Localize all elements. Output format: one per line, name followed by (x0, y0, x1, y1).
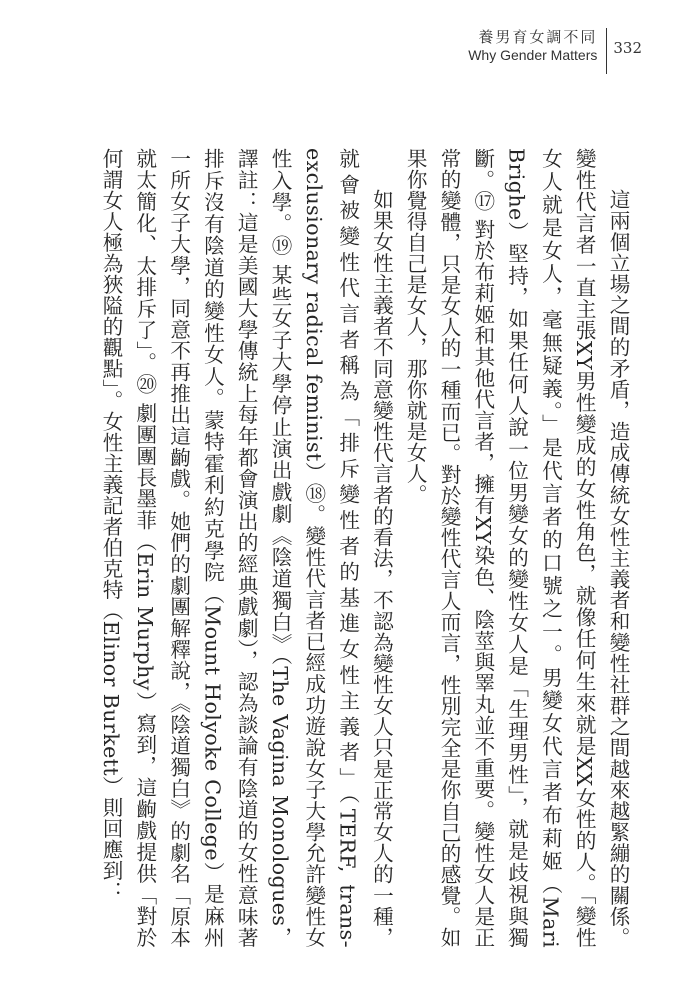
book-title: 養男育女調不同 (478, 28, 598, 46)
paragraph-1: 這兩個立場之間的矛盾，造成傳統女性主義者和變性社群之間越來越緊繃的關係。變性代言者一直主張XY男性變成的女性角色，就像任何生來就是XX女性的人。「變性女人就是女人，毫無疑義。」是代言者的口號之一。男變女代言者布莉姬（Mari Brighe）堅持，如果任何人說一位男變女的變性女人是「生理男性」，就是歧視與獨斷。⑰ 對於布莉姬和其他代言者，擁有XY染色、陰莖與睪丸並不重要。變性女人是正常的變體，只是女人的一種而已。對於變性代言人而言，性別完全是你自己的感覺。如果你覺得自己是女人，那你就是女人。 (403, 148, 630, 948)
page-number: 332 (613, 39, 642, 57)
paragraph-2: 如果女性主義者不同意變性代言者的看法，不認為變性女人只是正常女人的一種，就會被變性代言者稱為「排斥變性者的基進女性主義者」（TERF, trans-exclusionary radical feminist）⑱。變性代言者已經成功遊說女子大學允許變性女性入學。⑲ 某些女子大學停止演出戲劇《陰道獨白》（The Vagina Monologues，譯註：這是美國大學傳統上每年都會演出的經典戲劇），認為談論有陰道的女性意味著排斥沒有陰道的變性女人。蒙特霍利約克學院（Mount Holyoke College）是麻州一所女子大學，同意不再推出這齣戲。她們的劇團解釋說，《陰道獨白》的劇名「原本就太簡化、太排斥了」。⑳ 劇團團長墨菲（Erin Murphy）寫到，這齣戲提供「對於何謂女人極為狹隘的觀點」。女性主義記者伯克特（Elinor Burkett）則回應到： (99, 148, 394, 948)
book-subtitle: Why Gender Matters (468, 47, 598, 63)
header-divider (606, 28, 607, 74)
body-text (54, 148, 634, 948)
header-titles (468, 28, 597, 63)
running-header (468, 28, 642, 74)
